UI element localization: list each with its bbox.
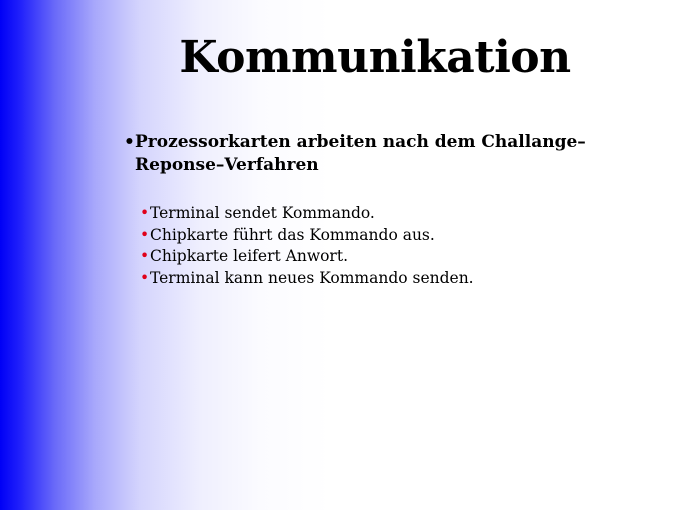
sub-bullet-item (140, 268, 640, 290)
sub-bullet-text: Terminal sendet Kommando. (150, 204, 375, 222)
red-bullet-marker: • (140, 204, 150, 222)
sub-bullet-list (140, 203, 640, 289)
slide-title: Kommunikation (179, 32, 571, 83)
red-bullet-marker: • (140, 247, 150, 265)
sub-bullet-item (140, 225, 640, 247)
sub-bullet-item (140, 203, 640, 225)
sub-bullet-item (140, 246, 640, 268)
sub-bullet-text: Terminal kann neues Kommando senden. (150, 268, 474, 287)
sub-bullet-text: Chipkarte leifert Anwort. (150, 247, 348, 265)
sub-bullet-text: Chipkarte führt das Kommando aus. (150, 225, 435, 244)
main-bullet-text: Prozessorkarten arbeiten nach dem Challange–Reponse–Verfahren (135, 132, 586, 175)
bullet-marker: • (124, 132, 135, 152)
red-bullet-marker: • (140, 268, 150, 287)
main-bullet (124, 131, 624, 177)
red-bullet-marker: • (140, 225, 150, 244)
